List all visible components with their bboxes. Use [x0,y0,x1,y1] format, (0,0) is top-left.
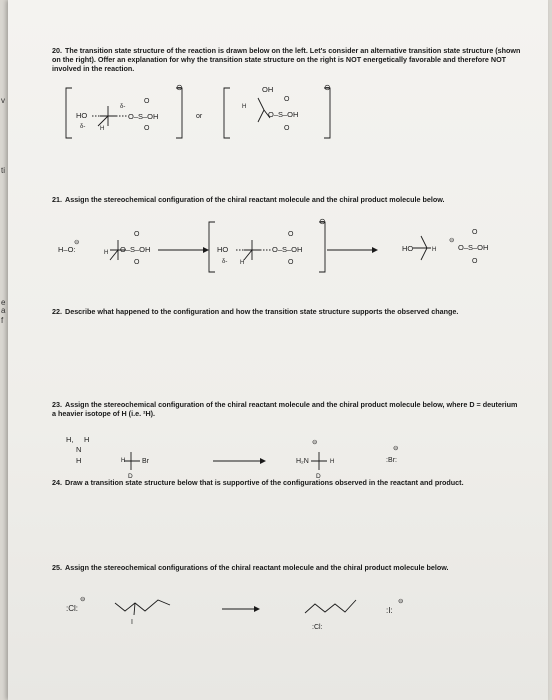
deuterium-label: D [128,473,133,480]
sulfonate-label: O–S–OH [272,245,303,254]
chloride-label: :Cl: [66,604,78,613]
hydrogen-label: H [242,104,247,110]
partial-charge: δ- [80,124,86,130]
question-number: 25. [52,563,62,572]
iodine-label: I [131,619,133,626]
bracket-left [209,222,215,272]
margin-mark: v [1,96,5,105]
question-number: 20. [52,46,62,55]
bracket-left [66,88,72,138]
margin-mark: a [1,306,6,315]
hydrogen-label: H [104,250,109,256]
nitrogen-label: N [76,445,82,454]
arrow-head [260,458,266,464]
arrow-head [203,247,209,253]
hydroxide-label: H–O: [58,245,76,254]
hydroxyl-label: HO [402,244,414,253]
question-text: The transition state structure of the reaction is drawn below on the left. Let's consider an alternative transition state structure (shown on the right). Offer an explanation for why the transition state structure on the right is NOT energetically favorable and therefore NOT involved in the reaction. [52,46,521,74]
bracket-right [319,222,325,272]
oxygen-label: O [144,98,150,105]
question-text: Draw a transition state structure below that is supportive of the configurations observed in the reactant and product. [65,478,464,487]
oxygen-label: O [144,125,150,132]
question-number: 22. [52,307,62,316]
bracket-right [324,88,330,138]
hydrogen-label: H [84,435,90,444]
charge-symbol: ⊖ [393,445,399,452]
oxygen-label: O [472,229,478,236]
deuterium-label: D [316,473,321,480]
or-label: or [196,113,203,120]
hydroxyl-label: HO [76,111,88,120]
hydrogen-label: H [100,126,105,132]
stereocenter-bonds [311,452,327,470]
bromine-label: Br [142,458,149,465]
charge-symbol: ⊖ [176,83,183,92]
hydrogen-label: H [76,456,82,465]
margin-mark: ti [1,166,5,175]
hydrogen-label: H [330,459,335,465]
bracket-right [176,88,182,138]
question-number: 23. [52,400,62,409]
oxygen-label: O [288,259,294,266]
charge-symbol: ⊖ [319,217,326,226]
partial-charge: δ- [222,259,228,265]
arrow-head [372,247,378,253]
stereocenter-bonds [413,236,431,260]
margin-mark: f [1,316,4,325]
sulfonate-label: O–S–OH [268,110,299,119]
oxygen-label: O [472,258,478,265]
oxygen-label: O [288,231,294,238]
oxygen-label: O [134,231,140,238]
arrow-head [254,606,260,612]
charge-symbol: ⊖ [324,83,331,92]
partial-charge: δ- [120,104,126,110]
question-text: Describe what happened to the configuration and how the transition state structure supports the observed change. [65,307,459,316]
charge-symbol: ⊖ [449,237,455,244]
charge-symbol: ⊖ [74,239,80,246]
hydroxyl-label: OH [262,85,274,94]
sulfonate-label: O–S–OH [128,112,159,121]
hydrogen-label: H [240,260,245,266]
question-text: Assign the stereochemical configurations of the chiral reactant molecule and the chiral product molecule below. [65,563,449,572]
stereocenter-bonds [98,106,116,126]
margin-mark: e [1,298,6,307]
oxygen-label: O [284,125,290,132]
question-text: Assign the stereochemical configuration of the chiral reactant molecule and the chiral product molecule below. [65,195,445,204]
chlorine-label: :Cl: [312,624,323,631]
hydrogen-label: H [432,247,437,253]
stereocenter-bonds [244,240,260,260]
oxygen-label: O [284,96,290,103]
bracket-left [224,88,230,138]
amine-label: H₂N [296,458,309,465]
charge-symbol: ⊖ [312,439,318,446]
sulfonate-label: O–S–OH [120,245,151,254]
skeletal-chain [305,600,356,613]
oxygen-label: O [134,259,140,266]
charge-symbol: ⊖ [80,596,86,603]
question-text: Assign the stereochemical configuration of the chiral reactant molecule and the chiral product molecule below, where D = deuterium a heavier isotope of H (i.e. ²H). [52,400,518,419]
stereocenter-bonds [124,452,140,470]
charge-symbol: ⊖ [398,598,404,605]
amine-hydrogen-label: H, [66,435,74,444]
bromide-label: :Br: [386,457,397,464]
iodide-label: :I: [386,606,393,615]
hydroxyl-label: HO [217,245,229,254]
skeletal-chain [115,600,170,615]
question-number: 21. [52,195,62,204]
question-number: 24. [52,478,62,487]
hydrogen-label: H [121,458,126,464]
sulfonate-label: O–S–OH [458,243,489,252]
